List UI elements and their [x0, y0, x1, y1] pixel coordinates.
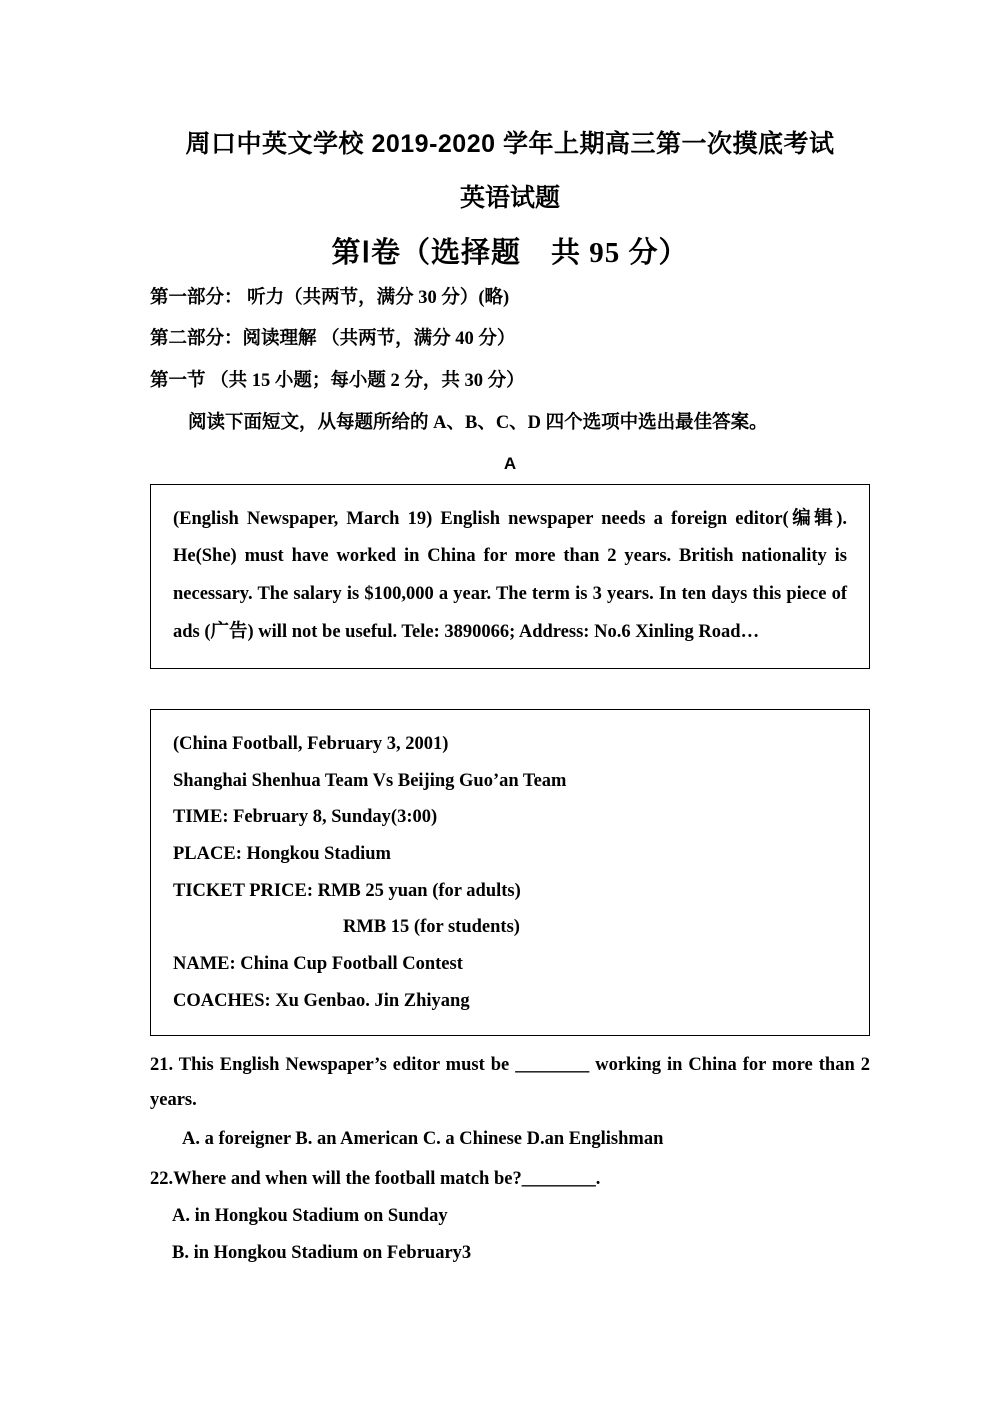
- subject-title: 英语试题: [459, 183, 560, 212]
- football-match: Shanghai Shenhua Team Vs Beijing Guo’an Team: [173, 770, 567, 791]
- section-title: 第Ⅰ卷（选择题 共 95 分）: [331, 236, 689, 269]
- football-name: NAME: China Cup Football Contest: [173, 953, 463, 974]
- passage-letter-a: A: [503, 453, 517, 473]
- box-spacer: [150, 669, 870, 705]
- advertisement-text-newspaper: (English Newspaper, March 19) English newspaper needs a foreign editor(编辑). He(She) must have worked in China for more than 2 years. British nationality is necessary. The salary is $100,000 a year. The term is 3 years. In ten days this piece of ads (广告) will not be useful. Tele: 3890066; Address: No.6 Xinling Road…: [173, 508, 847, 643]
- advertisement-box-football: [150, 709, 870, 1036]
- advertisement-box-newspaper: [150, 484, 870, 670]
- football-price-students: RMB 15 (for students): [343, 917, 520, 938]
- question-21-stem: 21. This English Newspaper’s editor must be ________ working in China for more than 2 years.: [150, 1055, 870, 1111]
- football-time: TIME: February 8, Sunday(3:00): [173, 807, 438, 828]
- question-22-option-b: B. in Hongkou Stadium on February3: [172, 1242, 472, 1263]
- reading-instruction: 阅读下面短文，从每题所给的 A、B、C、D 四个选项中选出最佳答案。: [188, 412, 768, 433]
- football-coaches: COACHES: Xu Genbao. Jin Zhiyang: [173, 990, 470, 1011]
- question-22-stem: 22.Where and when will the football match be?________.: [150, 1168, 601, 1189]
- football-place: PLACE: Hongkou Stadium: [173, 844, 391, 865]
- part-one-listening: 第一部分： 听力（共两节，满分 30 分）(略): [150, 287, 510, 308]
- football-price-adults: TICKET PRICE: RMB 25 yuan (for adults): [173, 880, 521, 901]
- football-source: (China Football, February 3, 2001): [173, 734, 449, 755]
- page-title: 周口中英文学校 2019-2020 学年上期高三第一次摸底考试: [185, 130, 835, 158]
- part-two-reading: 第二部分：阅读理解 （共两节，满分 40 分）: [150, 329, 516, 350]
- section-one-info: 第一节 （共 15 小题；每小题 2 分，共 30 分）: [150, 371, 525, 391]
- question-22-option-a: A. in Hongkou Stadium on Sunday: [172, 1205, 448, 1226]
- question-21-options: A. a foreigner B. an American C. a Chinese D.an Englishman: [182, 1129, 664, 1150]
